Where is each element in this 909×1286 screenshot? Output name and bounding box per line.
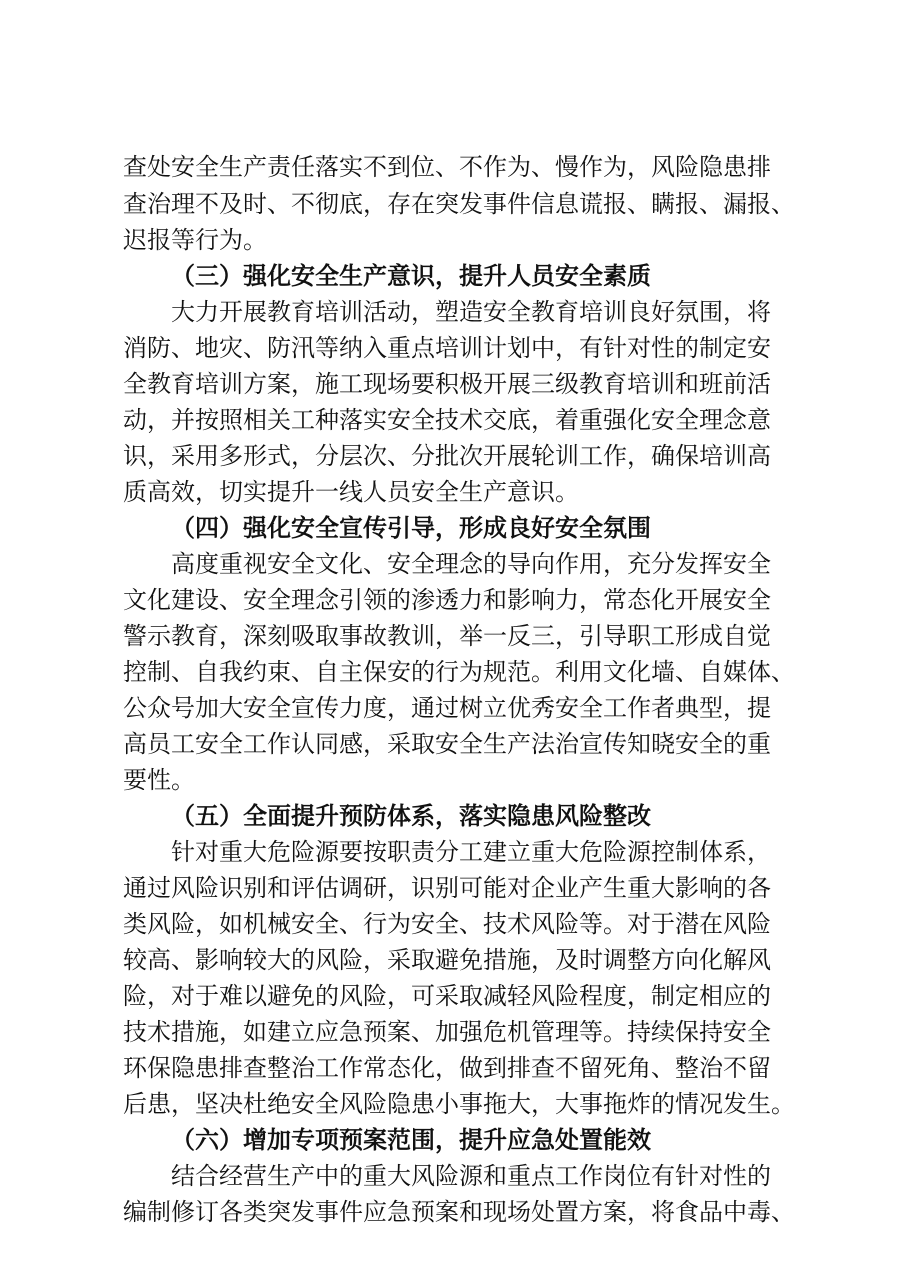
section-heading-4: （四）强化安全宣传引导，形成良好安全氛围 [171, 513, 651, 542]
body-text-line: 较高、影响较大的风险，采取避免措施，及时调整方向化解风 [123, 946, 771, 974]
body-text-line: 动，并按照相关工种落实安全技术交底，着重强化安全理念意 [123, 406, 771, 434]
body-text-line: 查治理不及时、不彻底，存在突发事件信息谎报、瞒报、漏报、 [123, 190, 795, 218]
body-text-line: 全教育培训方案，施工现场要积极开展三级教育培训和班前活 [123, 370, 771, 398]
section-heading-6: （六）增加专项预案范围，提升应急处置能效 [171, 1125, 651, 1154]
paragraph-first-line: 大力开展教育培训活动，塑造安全教育培训良好氛围，将 [171, 298, 771, 326]
body-text-line: 高员工安全工作认同感，采取安全生产法治宣传知晓安全的重 [123, 730, 771, 758]
paragraph-first-line: 高度重视安全文化、安全理念的导向作用，充分发挥安全 [171, 550, 771, 578]
paragraph-first-line: 结合经营生产中的重大风险源和重点工作岗位有针对性的 [171, 1162, 771, 1190]
body-text-line: 通过风险识别和评估调研，识别可能对企业产生重大影响的各 [123, 874, 771, 902]
body-text-line: 类风险，如机械安全、行为安全、技术风险等。对于潜在风险 [123, 910, 771, 938]
body-text-line: 文化建设、安全理念引领的渗透力和影响力，常态化开展安全 [123, 586, 771, 614]
body-text-line: 后患，坚决杜绝安全风险隐患小事拖大，大事拖炸的情况发生。 [123, 1090, 795, 1118]
section-heading-5: （五）全面提升预防体系，落实隐患风险整改 [171, 801, 651, 830]
body-text-line: 险，对于难以避免的风险，可采取减轻风险程度，制定相应的 [123, 982, 771, 1010]
body-text-line: 迟报等行为。 [123, 226, 267, 254]
body-text-line: 环保隐患排查整治工作常态化，做到排查不留死角、整治不留 [123, 1054, 771, 1082]
section-heading-3: （三）强化安全生产意识，提升人员安全素质 [171, 261, 651, 290]
body-text-line: 消防、地灾、防汛等纳入重点培训计划中，有针对性的制定安 [123, 334, 771, 362]
paragraph-first-line: 针对重大危险源要按职责分工建立重大危险源控制体系， [171, 838, 771, 866]
body-text-line: 质高效，切实提升一线人员安全生产意识。 [123, 478, 579, 506]
body-text-line: 查处安全生产责任落实不到位、不作为、慢作为，风险隐患排 [123, 153, 771, 181]
body-text-line: 识，采用多形式，分层次、分批次开展轮训工作，确保培训高 [123, 442, 771, 470]
body-text-line: 公众号加大安全宣传力度，通过树立优秀安全工作者典型，提 [123, 694, 771, 722]
body-text-line: 要性。 [123, 766, 195, 794]
body-text-line: 技术措施，如建立应急预案、加强危机管理等。持续保持安全 [123, 1018, 771, 1046]
body-text-line: 编制修订各类突发事件应急预案和现场处置方案，将食品中毒、 [123, 1198, 795, 1226]
body-text-line: 控制、自我约束、自主保安的行为规范。利用文化墙、自媒体、 [123, 658, 795, 686]
body-text-line: 警示教育，深刻吸取事故教训，举一反三，引导职工形成自觉 [123, 622, 771, 650]
